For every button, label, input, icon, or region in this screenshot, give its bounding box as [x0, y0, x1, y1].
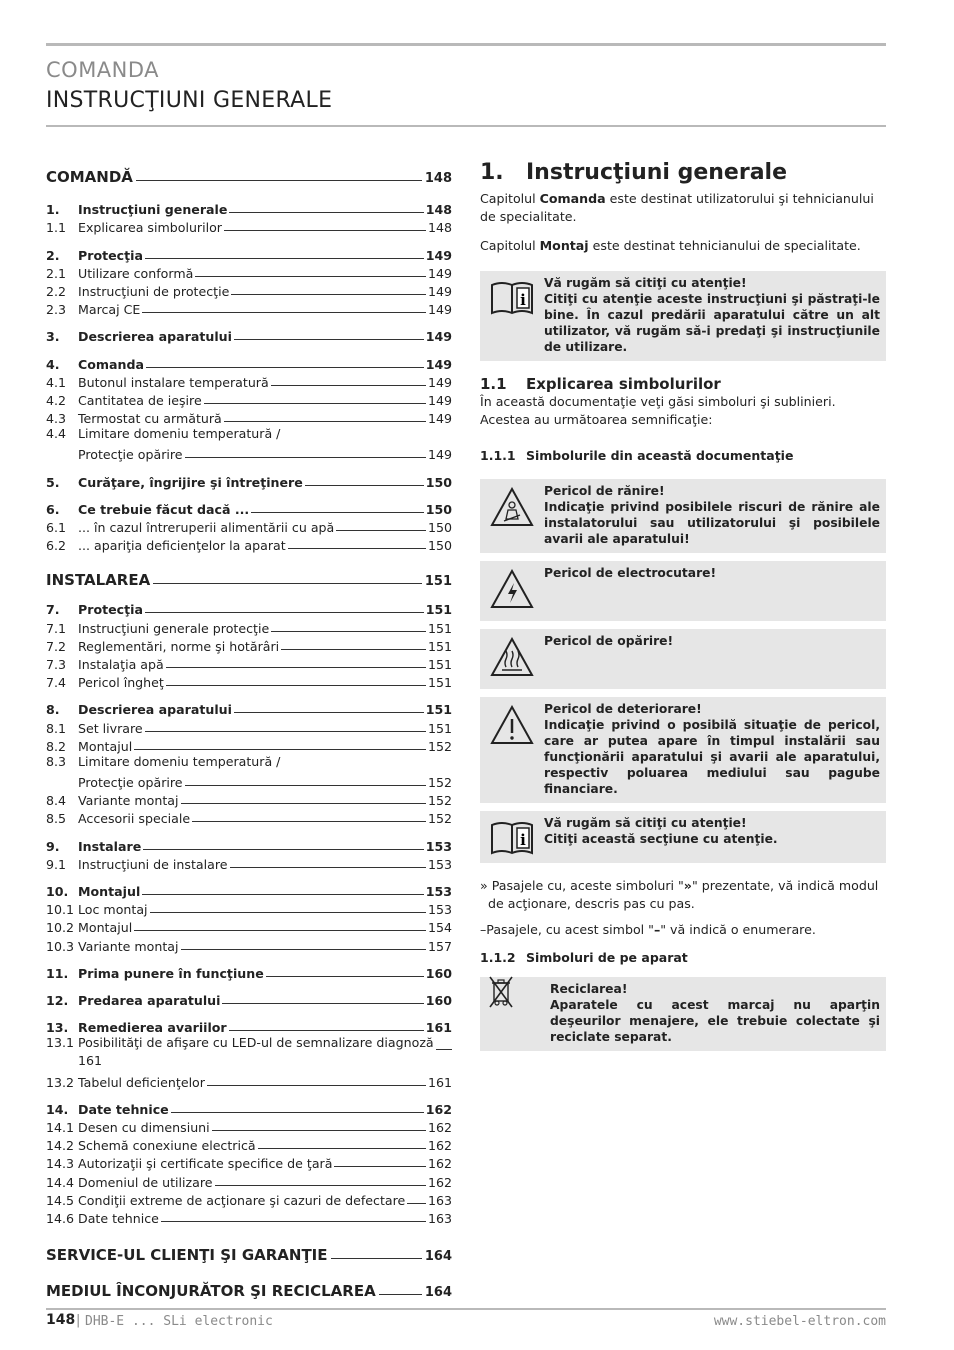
footer-separator: |: [76, 1313, 81, 1328]
warning-box-scald: Pericol de opărire!: [480, 629, 886, 689]
svg-text:i: i: [520, 831, 526, 849]
injury-warning-icon: [480, 483, 544, 547]
toc-entry-continued[interactable]: Protecţie opărire 149: [78, 447, 452, 463]
toc-entry[interactable]: 13.1 Posibilităţi de afişare cu LED-ul de semnalizare diagnoză: [46, 1035, 452, 1053]
toc-entry[interactable]: 2.1 Utilizare conformă 149: [46, 265, 452, 281]
toc-entry[interactable]: 8. Descrierea aparatului 151: [46, 702, 452, 718]
toc-entry[interactable]: 10.1 Loc montaj 153: [46, 902, 452, 918]
note-box: i Vă rugăm să citiţi cu atenţie! Citiţi această secţiune cu atenţie.: [480, 811, 886, 863]
toc-entry[interactable]: 10.3 Variante montaj 157: [46, 938, 452, 954]
toc-entry[interactable]: 4.2 Cantitatea de ieşire 149: [46, 392, 452, 408]
paragraph: Capitolul Montaj este destinat tehnicianului de specialitate.: [480, 238, 861, 253]
footer-rule: [46, 1308, 886, 1310]
toc-section-comanda[interactable]: COMANDĂ 148: [46, 168, 452, 186]
damage-warning-icon: [480, 701, 544, 797]
toc-entry[interactable]: 8.5 Accesorii speciale 152: [46, 811, 452, 827]
header-title: INSTRUCŢIUNI GENERALE: [46, 88, 333, 113]
heading-3: 1.1.2 Simboluri de pe aparat: [480, 950, 688, 965]
content-column: [480, 160, 886, 1059]
toc-entry[interactable]: 11. Prima punere în funcţiune 160: [46, 965, 452, 981]
heading-1: 1. Instrucţiuni generale: [480, 160, 788, 185]
toc-entry[interactable]: 8.3 Limitare domeniu temperatură /: [46, 753, 281, 769]
warning-box-electric: Pericol de electrocutare!: [480, 561, 886, 621]
toc-entry[interactable]: 10.2 Montajul 154: [46, 920, 452, 936]
toc-entry[interactable]: 4. Comanda 149: [46, 356, 452, 372]
toc-entry[interactable]: 4.1 Butonul instalare temperatură 149: [46, 374, 452, 390]
recycle-box: Reciclarea! Aparatele cu acest marcaj nu aparţin deşeurilor menajere, ele trebuie colectate şi reciclate separat.: [480, 977, 886, 1051]
page-number: 148: [46, 1312, 76, 1328]
paragraph: În această documentaţie veţi găsi simboluri şi sublinieri. Acestea au următoarea semnificaţie:: [480, 394, 836, 427]
toc-entry[interactable]: 6. Ce trebuie făcut dacă ... 150: [46, 501, 452, 517]
step-paragraph: » Pasajele cu, aceste simboluri "»" prezentate, vă indică modul de acţionare, descris pas cu pas.: [480, 878, 879, 911]
note-box: i Vă rugăm să citiţi cu atenţie! Citiţi cu atenţie aceste instrucţiuni şi păstraţi-le bine. În cazul predării aparatului către un alt utilizator, vă rugăm să-i predaţi şi instrucţiunile de utilizare.: [480, 271, 886, 361]
toc-entry[interactable]: 10. Montajul 153: [46, 884, 452, 899]
toc-entry[interactable]: 1.1 Explicarea simbolurilor 148: [46, 220, 452, 236]
toc-entry[interactable]: 8.4 Variante montaj 152: [46, 793, 452, 809]
header-supertitle: COMANDA: [46, 58, 160, 82]
heading-3: 1.1.1 Simbolurile din această documentaţie: [480, 448, 794, 463]
header-rule: [46, 125, 886, 127]
toc-entry[interactable]: 5. Curăţare, îngrijire şi întreţinere 150: [46, 474, 452, 490]
paragraph: Capitolul Comanda este destinat utilizatorului şi tehnicianului de specialitate.: [480, 191, 874, 224]
toc-entry[interactable]: 14.4 Domeniul de utilizare 162: [46, 1174, 452, 1190]
toc-entry[interactable]: 6.2 ... apariţia deficienţelor la aparat 150: [46, 538, 452, 554]
top-rule: [46, 43, 886, 46]
footer-url[interactable]: www.stiebel-eltron.com: [713, 1314, 886, 1329]
toc-entry[interactable]: 4.3 Termostat cu armătură 149: [46, 411, 452, 427]
toc-entry[interactable]: 9.1 Instrucţiuni de instalare 153: [46, 856, 452, 872]
toc-entry[interactable]: 7.4 Pericol îngheţ 151: [46, 675, 452, 691]
svg-text:i: i: [520, 291, 526, 309]
toc-entry[interactable]: 14.1 Desen cu dimensiuni 162: [46, 1120, 452, 1136]
footer-model: DHB-E ... SLi electronic: [85, 1314, 273, 1329]
toc-entry[interactable]: 8.1 Set livrare 151: [46, 720, 452, 736]
toc-entry[interactable]: 14.2 Schemă conexiune electrică 162: [46, 1138, 452, 1154]
toc-entry[interactable]: 14. Date tehnice 162: [46, 1101, 452, 1117]
toc-entry[interactable]: 2.3 Marcaj CE 149: [46, 302, 452, 318]
toc-section-instalarea[interactable]: INSTALAREA 151: [46, 571, 452, 590]
toc-entry-continued[interactable]: 161: [78, 1053, 103, 1069]
toc-entry[interactable]: 3. Descrierea aparatului 149: [46, 329, 452, 345]
toc-entry[interactable]: 4.4 Limitare domeniu temperatură /: [46, 426, 281, 442]
recycle-bin-icon: [480, 975, 550, 1045]
toc-section-mediul[interactable]: MEDIUL ÎNCONJURĂTOR ŞI RECICLAREA 164: [46, 1282, 452, 1300]
info-book-icon: [480, 815, 544, 857]
toc-entry[interactable]: 7.1 Instrucţiuni generale protecţie 151: [46, 620, 452, 636]
toc-entry[interactable]: 12. Predarea aparatului 160: [46, 992, 452, 1008]
toc-entry[interactable]: 7.3 Instalaţia apă 151: [46, 656, 452, 672]
toc-entry[interactable]: 14.6 Date tehnice 163: [46, 1211, 452, 1226]
toc-section-service[interactable]: SERVICE-UL CLIENŢI ŞI GARANŢIE 164: [46, 1246, 452, 1264]
electric-warning-icon: [480, 565, 544, 609]
toc-entry-continued[interactable]: Protecţie opărire 152: [78, 775, 452, 791]
warning-box-damage: Pericol de deteriorare! Indicaţie privind o posibilă situaţie de pericol, care ar putea apare în timpul instalării sau funcţionării aparatului şi avarii ale aparatului, respectiv poluarea mediului sau pagube financiare.: [480, 697, 886, 803]
toc-entry[interactable]: 1. Instrucţiuni generale 148: [46, 202, 452, 218]
scald-warning-icon: [480, 633, 544, 677]
toc-entry[interactable]: 13. Remedierea avariilor 161: [46, 1020, 452, 1036]
list-paragraph: –Pasajele, cu acest simbol "–" vă indică o enumerare.: [480, 922, 816, 937]
toc-entry[interactable]: 7. Protecţia 151: [46, 602, 452, 618]
toc-entry[interactable]: 13.2 Tabelul deficienţelor 161: [46, 1074, 452, 1090]
toc-entry[interactable]: 14.5 Condiţii extreme de acţionare şi cazuri de defectare 163: [46, 1192, 452, 1208]
table-of-contents: [46, 164, 452, 1300]
toc-entry[interactable]: 7.2 Reglementări, norme şi hotărâri 151: [46, 638, 452, 654]
info-book-icon: [480, 275, 544, 355]
heading-2: 1.1 Explicarea simbolurilor: [480, 375, 721, 393]
warning-box-injury: Pericol de rănire! Indicaţie privind posibilele riscuri de rănire ale instalatorului sau utilizatorului şi posibilele avarii ale aparatului!: [480, 479, 886, 553]
toc-entry[interactable]: 2.2 Instrucţiuni de protecţie 149: [46, 283, 452, 299]
toc-entry[interactable]: 9. Instalare 153: [46, 838, 452, 854]
toc-entry[interactable]: 6.1 ... în cazul întreruperii alimentării cu apă 150: [46, 520, 452, 535]
toc-entry[interactable]: 2. Protecţia 149: [46, 247, 452, 263]
toc-entry[interactable]: 14.3 Autorizaţii şi certificate specifice de ţară 162: [46, 1156, 452, 1172]
toc-entry[interactable]: 8.2 Montajul 152: [46, 738, 452, 754]
